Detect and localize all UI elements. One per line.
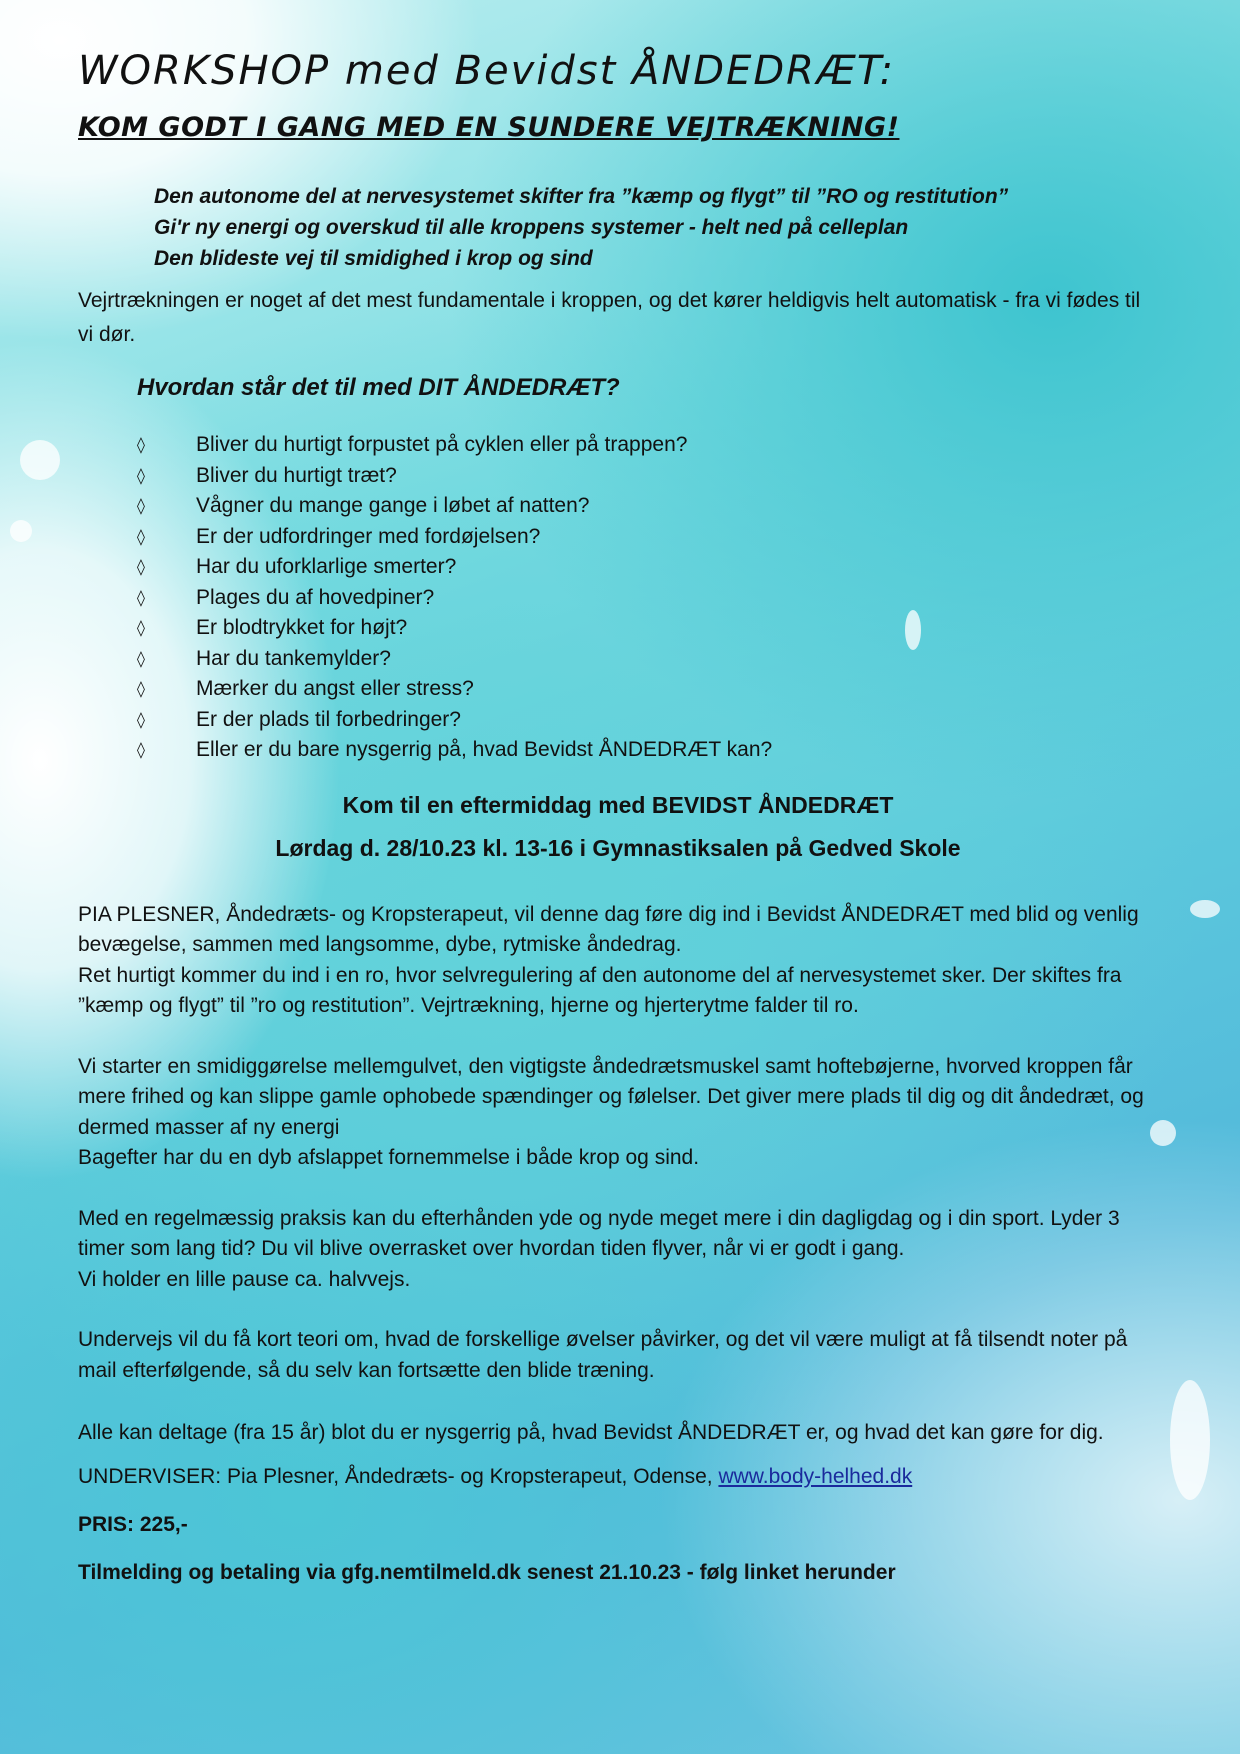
question-item (137, 705, 1158, 736)
question-text: Bliver du hurtigt træt? (196, 463, 397, 487)
body-paragraph: Alle kan deltage (fra 15 år) blot du er nysgerrig på, hvad Bevidst ÅNDEDRÆT er, og hvad det kan gøre for dig. (78, 1421, 1104, 1444)
body-paragraph: Vi holder en lille pause ca. halvvejs. (78, 1267, 411, 1291)
page-subtitle: KOM GODT I GANG MED EN SUNDERE VEJTRÆKNING! (78, 112, 900, 143)
description-block-2 (78, 1052, 1158, 1174)
website-link[interactable]: www.body-helhed.dk (718, 1465, 913, 1488)
question-item (137, 461, 1158, 492)
diamond-bullet-icon: ◊ (137, 679, 145, 698)
diamond-bullet-icon: ◊ (137, 557, 145, 576)
body-paragraph: PIA PLESNER, Åndedræts- og Kropsterapeut, vil denne dag føre dig ind i Bevidst ÅNDEDRÆT med blid og venlig bevægelse, sammen med langsomme, dybe, rytmiske åndedrag. (78, 902, 1139, 956)
question-item (137, 674, 1158, 705)
page-title: WORKSHOP med Bevidst ÅNDEDRÆT: (78, 48, 896, 94)
question-item (137, 491, 1158, 522)
watercolor-splash (20, 440, 60, 480)
question-text: Plages du af hovedpiner? (196, 585, 435, 609)
watercolor-splash (1170, 1380, 1210, 1500)
body-paragraph: Ret hurtigt kommer du ind i en ro, hvor selvregulering af den autonome del af nervesystemet sker. Der skiftes fra ”kæmp og flygt” til ”ro og restitution”. Vejrtrækning, hjerne og hjerterytme falder til ro. (78, 963, 1122, 1017)
question-item (137, 522, 1158, 553)
event-announcement (78, 784, 1158, 870)
body-paragraph: Med en regelmæssig praksis kan du efterhånden yde og nyde meget mere i din dagligdag og i din sport. Lyder 3 timer som lang tid? Du vil blive overrasket over hvordan tiden flyver, når vi er godt i gang. (78, 1206, 1120, 1260)
question-heading: Hvordan står det til med DIT ÅNDEDRÆT? (137, 374, 620, 401)
description-block-3 (78, 1204, 1158, 1296)
question-text: Vågner du mange gange i løbet af natten? (196, 494, 590, 517)
diamond-bullet-icon: ◊ (137, 709, 145, 729)
question-item (137, 583, 1158, 614)
question-list (137, 430, 1158, 766)
question-text: Har du tankemylder? (196, 646, 391, 670)
question-text: Har du uforklarlige smerter? (196, 555, 457, 578)
description-block-1 (78, 900, 1158, 1022)
body-paragraph: Undervejs vil du få kort teori om, hvad de forskellige øvelser påvirker, og det vil være muligt at få tilsendt noter på mail efterfølgende, så du selv kan fortsætte den blide træning. (78, 1328, 1128, 1382)
intro-paragraph: Vejrtrækningen er noget af det mest fundamentale i kroppen, og det kører heldigvis helt automatisk - fra vi fødes til vi dør. (78, 289, 1141, 346)
question-item (137, 430, 1158, 461)
diamond-bullet-icon: ◊ (137, 435, 145, 454)
diamond-bullet-icon: ◊ (137, 740, 145, 759)
instructor-text: UNDERVISER: Pia Plesner, Åndedræts- og Kropsterapeut, Odense, (78, 1465, 719, 1488)
question-item (137, 735, 1158, 766)
question-item (137, 552, 1158, 583)
intro-points (154, 181, 1158, 274)
question-text: Er der udfordringer med fordøjelsen? (196, 524, 541, 548)
intro-point: Den autonome del at nervesystemet skifter fra ”kæmp og flygt” til ”RO og restitution” (154, 185, 1009, 208)
question-text: Bliver du hurtigt forpustet på cyklen eller på trappen? (196, 433, 688, 456)
question-text: Mærker du angst eller stress? (196, 677, 474, 700)
question-text: Er blodtrykket for højt? (196, 616, 408, 639)
intro-point: Gi'r ny energi og overskud til alle kroppens systemer - helt ned på celleplan (154, 216, 909, 239)
watercolor-splash (10, 520, 32, 542)
diamond-bullet-icon: ◊ (137, 526, 145, 546)
question-item (137, 613, 1158, 644)
diamond-bullet-icon: ◊ (137, 648, 145, 668)
event-line-1: Kom til en eftermiddag med BEVIDST ÅNDEDRÆT (342, 791, 894, 818)
instructor-line (78, 1460, 1158, 1494)
diamond-bullet-icon: ◊ (137, 496, 145, 515)
description-block-4 (78, 1325, 1158, 1386)
description-block-5 (78, 1416, 1158, 1450)
event-date-location: Lørdag d. 28/10.23 kl. 13-16 i Gymnastiksalen på Gedved Skole (275, 834, 961, 861)
price: PRIS: 225,- (78, 1513, 188, 1536)
signup-info: Tilmelding og betaling via gfg.nemtilmeld.dk senest 21.10.23 - følg linket herunder (78, 1561, 896, 1584)
watercolor-splash (1190, 900, 1220, 918)
body-paragraph: Bagefter har du en dyb afslappet fornemmelse i både krop og sind. (78, 1146, 700, 1169)
question-text: Er der plads til forbedringer? (196, 707, 461, 731)
diamond-bullet-icon: ◊ (137, 618, 145, 637)
question-text: Eller er du bare nysgerrig på, hvad Bevidst ÅNDEDRÆT kan? (196, 738, 773, 761)
intro-point: Den blideste vej til smidighed i krop og sind (154, 247, 593, 270)
diamond-bullet-icon: ◊ (137, 587, 145, 607)
flyer (78, 40, 1158, 1590)
question-item (137, 644, 1158, 675)
diamond-bullet-icon: ◊ (137, 465, 145, 485)
body-paragraph: Vi starter en smidiggørelse mellemgulvet, den vigtigste åndedrætsmuskel samt hoftebøjerne, hvorved kroppen får mere frihed og kan slippe gamle ophobede spændinger og følelser. Det giver mere plads til dig og dit åndedræt, og dermed masser af ny energi (78, 1054, 1144, 1139)
